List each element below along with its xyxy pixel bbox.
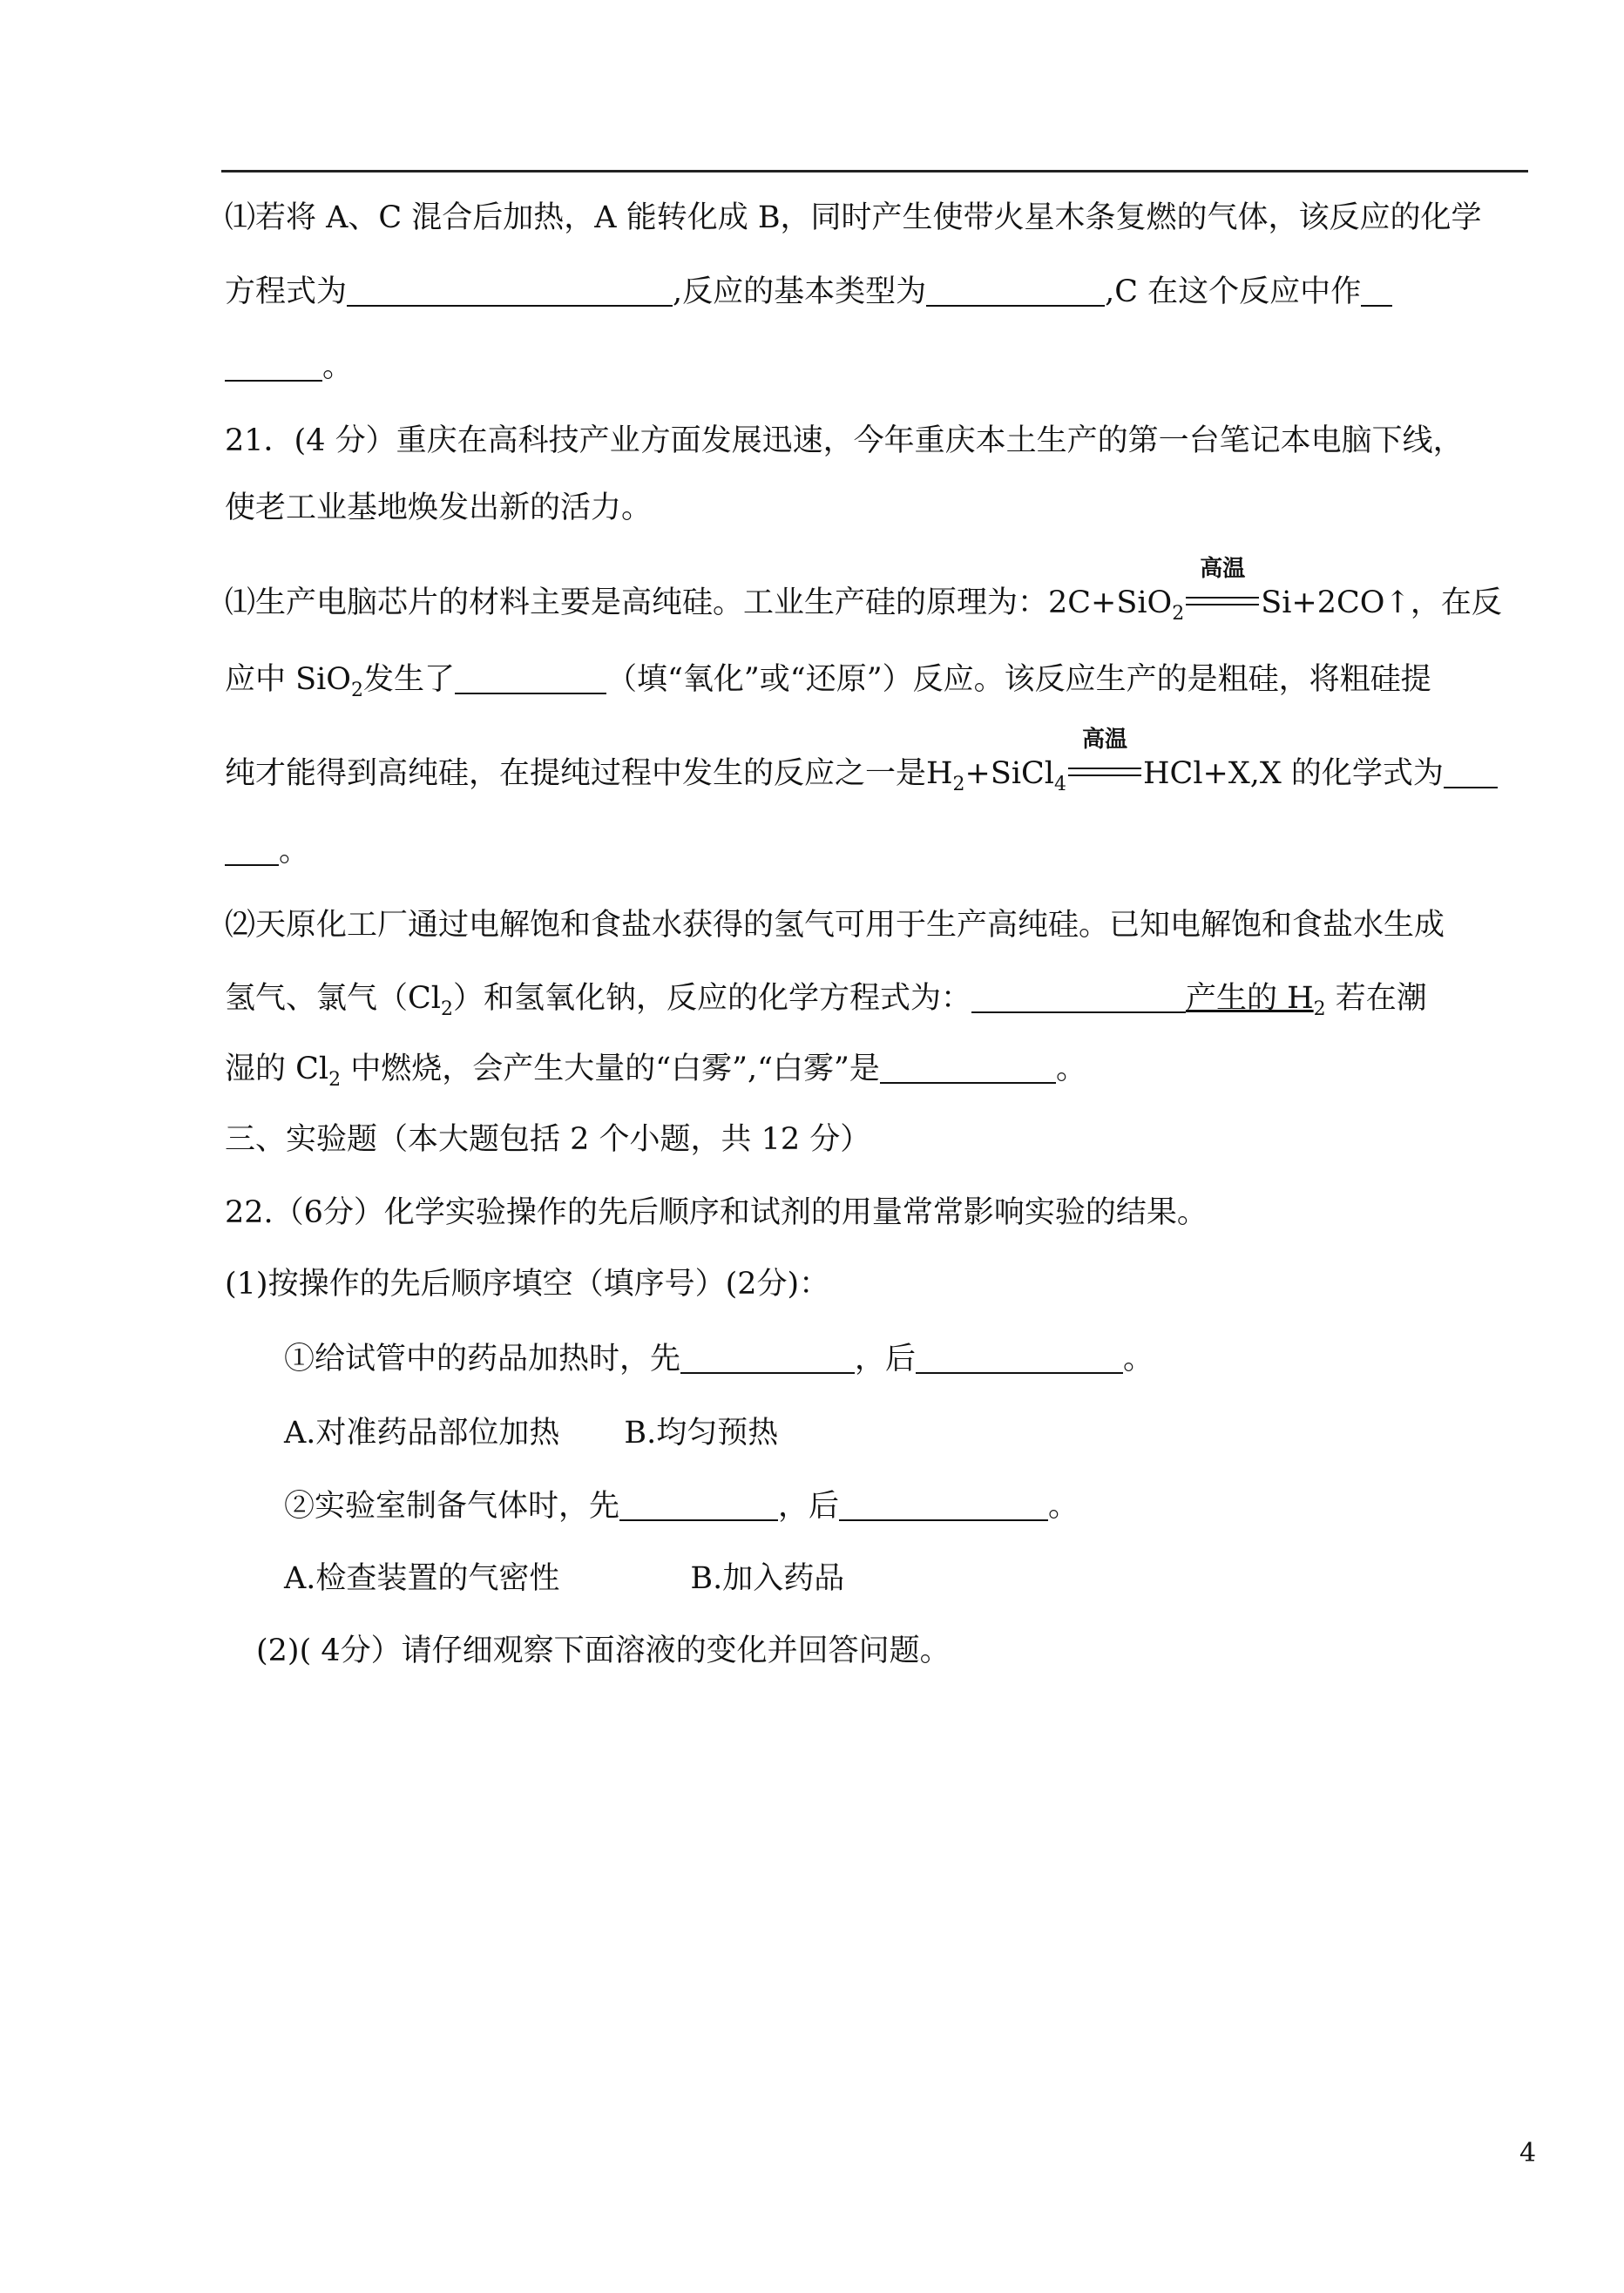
option-b: B.加入药品: [690, 1561, 845, 1596]
answer-blank-formula-part2[interactable]: [225, 835, 279, 866]
answer-blank-role-part1[interactable]: [1361, 275, 1392, 307]
header-rule: [221, 170, 1528, 172]
q20-sub1-text-b2: ,反应的基本类型为: [673, 274, 927, 309]
q22-sub2-text: (2)( 4分）请仔细观察下面溶液的变化并回答问题。: [256, 1634, 951, 1668]
q22-sub1: [225, 1265, 829, 1303]
option-b: B.均匀预热: [624, 1416, 779, 1451]
reaction-condition: [1186, 556, 1259, 622]
equals-sign: [1186, 597, 1259, 605]
q21-intro-line2: [225, 489, 652, 527]
section3-title-text: 三、实验题（本大题包括 2 个小题，共 12 分）: [225, 1122, 871, 1157]
q21-p1-line2: [225, 660, 1431, 710]
q22-item1-options: [284, 1414, 778, 1452]
q21-p2-text-c2: 中燃烧，会产生大量的“白雾”,“白雾”是: [341, 1052, 880, 1086]
answer-blank-gas-then[interactable]: [839, 1490, 1048, 1521]
q22-intro: [225, 1194, 1208, 1232]
q21-p2-text-b4: 若在潮: [1325, 981, 1427, 1016]
q21-p2-text-b3: 产生的 H: [1186, 981, 1314, 1016]
q21-p2-line1: [225, 906, 1445, 944]
answer-blank-formula-part1[interactable]: [1444, 757, 1498, 788]
subscript: 2: [440, 998, 453, 1020]
q22-item2-text-b: ，后: [778, 1489, 840, 1524]
q21-p2-text-b1: 氢气、氯气（Cl: [225, 981, 441, 1016]
option-a: A.对准药品部位加热: [284, 1416, 560, 1451]
answer-blank-oxidation[interactable]: [455, 663, 606, 694]
answer-blank-gas-first[interactable]: [619, 1490, 778, 1521]
answer-blank-heat-first[interactable]: [680, 1343, 855, 1374]
reaction-condition: [1068, 727, 1141, 793]
q22-item2-end: 。: [1048, 1489, 1079, 1524]
q21-p1-text-b1: 应中 SiO: [225, 662, 351, 697]
answer-blank-reaction-type[interactable]: [926, 275, 1105, 307]
q20-sub1-line2: [225, 273, 1392, 311]
answer-blank-heat-then[interactable]: [916, 1343, 1123, 1374]
q21-p1-end: 。: [279, 834, 310, 869]
q21-p1-text-b2: 发生了: [363, 662, 456, 697]
q22-sub1-text: (1)按操作的先后顺序填空（填序号）(2分)：: [225, 1267, 830, 1302]
q22-sub2: [256, 1632, 951, 1670]
subscript: 2: [952, 774, 965, 795]
q21-p2-text-c1: 湿的 Cl: [225, 1052, 329, 1086]
q21-p1-text-c1: 纯才能得到高纯硅，在提纯过程中发生的反应之一是H: [225, 756, 953, 791]
q22-item1-text-b: ，后: [855, 1342, 917, 1376]
q21-p2-line3: [225, 1050, 1086, 1099]
q21-p1-text-c2: +SiCl: [964, 756, 1055, 791]
section-title: [225, 1120, 870, 1159]
answer-blank-equation[interactable]: [347, 275, 673, 307]
q20-sub1-text-b1: 方程式为: [225, 274, 348, 309]
q22-item1-end: 。: [1123, 1342, 1154, 1376]
answer-blank-role-part2[interactable]: [225, 350, 322, 382]
option-a: A.检查装置的气密性: [284, 1561, 560, 1596]
q21-intro-text-b: 使老工业基地焕发出新的活力。: [225, 490, 653, 525]
q22-item1: [284, 1340, 1154, 1378]
subscript: 2: [1172, 603, 1185, 625]
q21-p1-line1: [225, 556, 1502, 633]
q21-p2-line2: [225, 979, 1427, 1029]
subscript: 2: [351, 680, 363, 701]
subscript: 2: [1313, 998, 1326, 1020]
q22-item1-text-a: ①给试管中的药品加热时，先: [284, 1342, 681, 1376]
answer-blank-white-fog[interactable]: [880, 1052, 1056, 1084]
q21-p1-line4: [225, 832, 309, 870]
q21-intro-text-a: 21．(4 分）重庆在高科技产业方面发展迅速，今年重庆本土生产的第一台笔记本电脑下线，: [225, 423, 1464, 458]
q22-item2: [284, 1487, 1079, 1525]
subscript: 4: [1054, 774, 1067, 795]
q20-sub1-text: ⑴若将 A、C 混合后加热，A 能转化成 B，同时产生使带火星木条复燃的气体，该反应的化学: [225, 200, 1482, 235]
q21-p1-line3: [225, 727, 1498, 804]
q22-item2-text-a: ②实验室制备气体时，先: [284, 1489, 620, 1524]
q20-sub1-line3: [225, 348, 353, 386]
q20-sub1-line1: [225, 199, 1482, 237]
q21-p2-end: 。: [1055, 1052, 1086, 1086]
q21-p1-text-a2: Si+2CO↑，在反: [1261, 585, 1502, 620]
q21-p1-text-b3: （填“氧化”或“还原”）反应。该反应生产的是粗硅，将粗硅提: [606, 662, 1431, 697]
q21-p2-text-a: ⑵天原化工厂通过电解饱和食盐水获得的氢气可用于生产高纯硅。已知电解饱和食盐水生成: [225, 908, 1445, 943]
q21-p1-text-c3: HCl+X,X 的化学式为: [1143, 756, 1444, 791]
condition-label: 高温: [1082, 727, 1128, 753]
q22-item2-options: [284, 1559, 844, 1598]
q21-p2-text-b2: ）和氢氧化钠，反应的化学方程式为：: [452, 981, 971, 1016]
q21-intro-line1: [225, 422, 1464, 460]
q20-sub1-end: 。: [322, 349, 354, 384]
answer-blank-electrolysis-equation[interactable]: [971, 982, 1186, 1013]
subscript: 2: [328, 1069, 342, 1091]
condition-label: 高温: [1200, 556, 1246, 582]
q22-intro-text: 22.（6分）化学实验操作的先后顺序和试剂的用量常常影响实验的结果。: [225, 1195, 1208, 1230]
q20-sub1-text-b3: ,C 在这个反应中作: [1105, 274, 1362, 309]
q21-p1-text-a1: ⑴生产电脑芯片的材料主要是高纯硅。工业生产硅的原理为：2C+SiO: [225, 585, 1173, 620]
page-number: 4: [1519, 2138, 1537, 2168]
equals-sign: [1068, 768, 1141, 776]
